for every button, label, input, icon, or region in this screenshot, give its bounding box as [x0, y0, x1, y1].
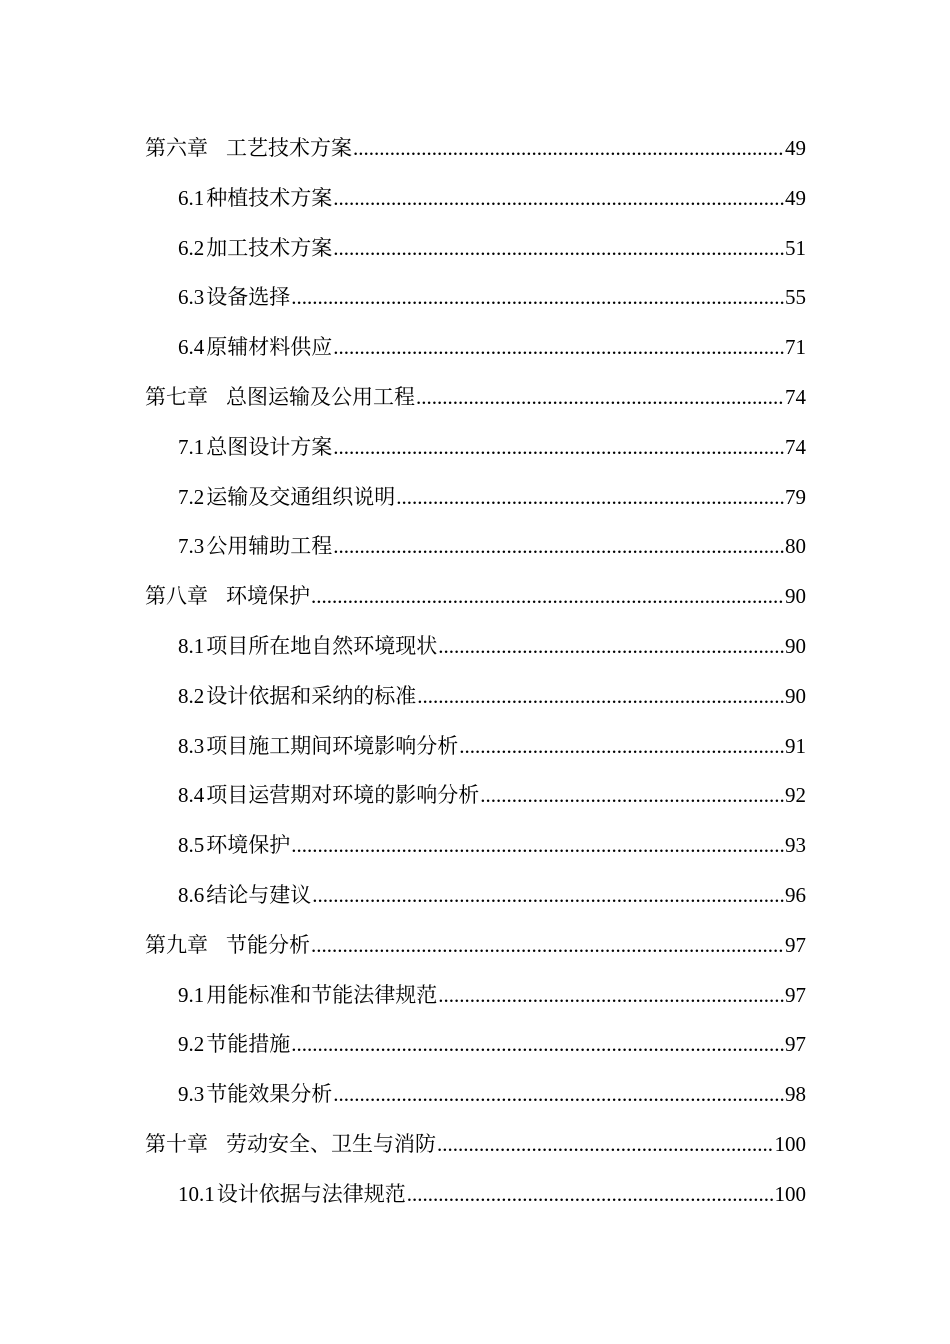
section-title: 加工技术方案 — [206, 235, 333, 260]
toc-entry-title — [178, 174, 332, 224]
section-title: 运输及交通组织说明 — [206, 484, 396, 509]
page-number: 91 — [785, 733, 806, 758]
toc-entry-chapter-9[interactable] — [145, 921, 806, 971]
section-number: 10.1 — [178, 1181, 215, 1206]
section-number: 9.3 — [178, 1082, 205, 1107]
dot-leader — [312, 871, 784, 921]
page-number: 55 — [785, 285, 806, 310]
toc-entry-section[interactable] — [145, 1170, 806, 1220]
chapter-title: 总图运输及公用工程 — [226, 384, 415, 409]
chapter-number: 第六章 — [145, 136, 208, 160]
dot-leader — [417, 672, 784, 722]
section-number: 8.4 — [178, 783, 205, 808]
dot-leader — [333, 174, 784, 224]
dot-leader — [291, 821, 784, 871]
section-title: 节能效果分析 — [206, 1082, 333, 1107]
section-number: 7.1 — [178, 434, 205, 459]
page-number: 79 — [785, 484, 806, 509]
dot-leader — [459, 722, 784, 772]
dot-leader — [333, 1070, 784, 1120]
toc-entry-section[interactable] — [145, 771, 806, 821]
dot-leader — [311, 921, 784, 971]
table-of-contents — [145, 124, 806, 1220]
dot-leader — [311, 572, 784, 622]
page-number: 97 — [785, 932, 806, 957]
toc-entry-title — [178, 323, 332, 373]
dot-leader — [438, 971, 784, 1021]
section-title: 项目所在地自然环境现状 — [206, 633, 438, 658]
section-title: 原辅材料供应 — [206, 335, 333, 360]
dot-leader — [291, 273, 784, 323]
section-title: 节能措施 — [206, 1032, 291, 1057]
toc-entry-section[interactable] — [145, 522, 806, 572]
chapter-title: 劳动安全、卫生与消防 — [226, 1131, 436, 1156]
dot-leader — [437, 1120, 774, 1170]
toc-entry-section[interactable] — [145, 971, 806, 1021]
section-title: 结论与建议 — [206, 882, 312, 907]
dot-leader — [438, 622, 784, 672]
page-number: 98 — [785, 1082, 806, 1107]
toc-entry-title — [145, 373, 415, 423]
page-number: 51 — [785, 235, 806, 260]
toc-entry-section[interactable] — [145, 1070, 806, 1120]
section-number: 6.3 — [178, 285, 205, 310]
section-number: 8.5 — [178, 833, 205, 858]
toc-entry-title — [178, 473, 395, 523]
page-number: 97 — [785, 982, 806, 1007]
section-title: 项目运营期对环境的影响分析 — [206, 783, 480, 808]
section-title: 设备选择 — [206, 285, 291, 310]
chapter-number: 第九章 — [145, 932, 208, 957]
section-number: 8.3 — [178, 733, 205, 758]
page-number: 96 — [785, 882, 806, 907]
dot-leader — [407, 1170, 774, 1220]
toc-entry-chapter-10[interactable] — [145, 1120, 806, 1170]
toc-entry-title — [145, 572, 310, 622]
chapter-title: 环境保护 — [226, 584, 310, 609]
toc-entry-title — [178, 423, 332, 473]
dot-leader — [333, 522, 784, 572]
chapter-number: 第十章 — [145, 1131, 208, 1156]
section-number: 8.1 — [178, 633, 205, 658]
toc-entry-chapter-6[interactable] — [145, 124, 806, 174]
dot-leader — [353, 124, 784, 174]
section-number: 9.2 — [178, 1032, 205, 1057]
toc-entry-title — [178, 1170, 406, 1220]
toc-entry-title — [145, 1120, 436, 1170]
page-number: 97 — [785, 1032, 806, 1057]
page-number: 100 — [774, 1131, 806, 1156]
section-title: 设计依据与法律规范 — [216, 1181, 406, 1206]
chapter-title: 节能分析 — [226, 932, 310, 957]
chapter-number: 第七章 — [145, 384, 208, 409]
toc-entry-title — [178, 771, 479, 821]
page-number: 71 — [785, 335, 806, 360]
section-number: 6.4 — [178, 335, 205, 360]
page-number: 49 — [785, 136, 806, 160]
section-number: 6.1 — [178, 185, 205, 210]
toc-entry-section[interactable] — [145, 224, 806, 274]
section-title: 总图设计方案 — [206, 434, 333, 459]
page-number: 49 — [785, 185, 806, 210]
toc-entry-section[interactable] — [145, 473, 806, 523]
toc-entry-section[interactable] — [145, 174, 806, 224]
toc-entry-title — [178, 821, 290, 871]
dot-leader — [416, 373, 784, 423]
page-number: 92 — [785, 783, 806, 808]
dot-leader — [480, 771, 784, 821]
section-number: 9.1 — [178, 982, 205, 1007]
page-number: 80 — [785, 534, 806, 559]
toc-entry-section[interactable] — [145, 273, 806, 323]
dot-leader — [333, 323, 784, 373]
toc-entry-title — [178, 1070, 332, 1120]
page-number: 100 — [774, 1181, 806, 1206]
section-number: 7.3 — [178, 534, 205, 559]
section-title: 项目施工期间环境影响分析 — [206, 733, 459, 758]
dot-leader — [291, 1020, 784, 1070]
section-title: 种植技术方案 — [206, 185, 333, 210]
section-number: 8.6 — [178, 882, 205, 907]
section-title: 环境保护 — [206, 833, 291, 858]
page-number: 90 — [785, 633, 806, 658]
toc-entry-title — [178, 1020, 290, 1070]
toc-entry-title — [145, 921, 310, 971]
page-number: 90 — [785, 584, 806, 609]
toc-entry-title — [178, 722, 458, 772]
section-number: 8.2 — [178, 683, 205, 708]
toc-entry-section[interactable] — [145, 323, 806, 373]
chapter-number: 第八章 — [145, 584, 208, 609]
page-number: 93 — [785, 833, 806, 858]
toc-entry-section[interactable] — [145, 1020, 806, 1070]
toc-entry-title — [178, 672, 416, 722]
page-number: 74 — [785, 384, 806, 409]
toc-entry-title — [178, 622, 437, 672]
dot-leader — [396, 473, 784, 523]
toc-entry-title — [178, 273, 290, 323]
toc-entry-section[interactable] — [145, 821, 806, 871]
dot-leader — [333, 423, 784, 473]
page-number: 90 — [785, 683, 806, 708]
toc-entry-title — [145, 124, 352, 174]
toc-entry-section[interactable] — [145, 722, 806, 772]
toc-entry-title — [178, 522, 332, 572]
section-number: 6.2 — [178, 235, 205, 260]
toc-entry-chapter-8[interactable] — [145, 572, 806, 622]
toc-entry-section[interactable] — [145, 672, 806, 722]
page-number: 74 — [785, 434, 806, 459]
toc-entry-title — [178, 871, 311, 921]
dot-leader — [333, 224, 784, 274]
toc-entry-chapter-7[interactable] — [145, 373, 806, 423]
section-number: 7.2 — [178, 484, 205, 509]
section-title: 设计依据和采纳的标准 — [206, 683, 417, 708]
toc-entry-section[interactable] — [145, 423, 806, 473]
toc-entry-section[interactable] — [145, 871, 806, 921]
chapter-title: 工艺技术方案 — [226, 136, 352, 160]
toc-entry-title — [178, 971, 437, 1021]
section-title: 用能标准和节能法律规范 — [206, 982, 438, 1007]
toc-entry-title — [178, 224, 332, 274]
section-title: 公用辅助工程 — [206, 534, 333, 559]
toc-entry-section[interactable] — [145, 622, 806, 672]
